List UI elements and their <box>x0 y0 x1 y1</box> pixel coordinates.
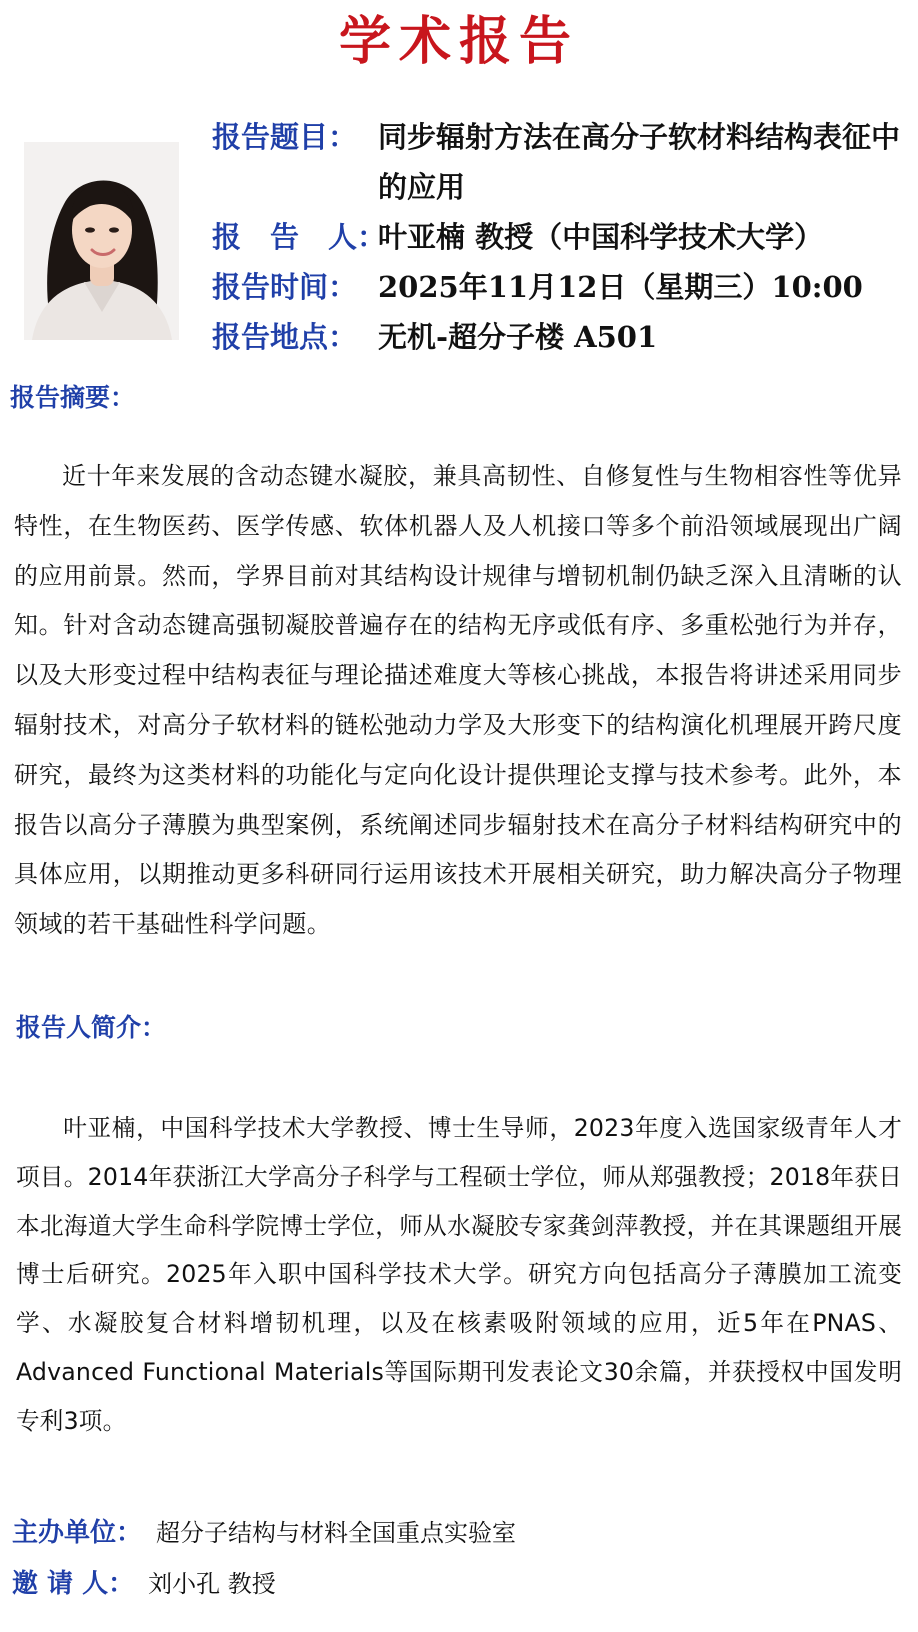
speaker-portrait-icon <box>24 142 179 340</box>
abstract-heading: 报告摘要： <box>10 383 136 412</box>
speaker-label: 报 告 人： <box>212 220 387 254</box>
bio-heading: 报告人简介： <box>16 1013 167 1042</box>
info-row-speaker <box>212 212 902 262</box>
info-row-topic <box>212 112 902 212</box>
organizer-label: 主办单位： <box>12 1518 143 1548</box>
inviter-value: 刘小孔 教授 <box>148 1570 276 1598</box>
time-value: 2025年11月12日（星期三）10:00 <box>378 270 863 304</box>
topic-label: 报告题目： <box>212 120 358 154</box>
inviter-label: 邀 请 人： <box>12 1569 135 1599</box>
talk-info <box>212 112 902 362</box>
info-row-time <box>212 262 902 312</box>
poster-title: 学术报告 <box>338 11 579 72</box>
time-label: 报告时间： <box>212 270 358 304</box>
organizer-value: 超分子结构与材料全国重点实验室 <box>156 1519 517 1547</box>
location-label: 报告地点： <box>212 320 358 354</box>
bio-text: 叶亚楠，中国科学技术大学教授、博士生导师，2023年度入选国家级青年人才项目。2014年获浙江大学高分子科学与工程硕士学位，师从郑强教授；2018年获日本北海道大学生命科学院博士学位，师从水凝胶专家龚剑萍教授，并在其课题组开展博士后研究。2025年入职中国科学技术大学。研究方向包括高分子薄膜加工流变学、水凝胶复合材料增韧机理，以及在核素吸附领域的应用，近5年在PNAS、Advanced Functional Materials等国际期刊发表论文30余篇，并获授权中国发明专利3项。 <box>16 1114 902 1435</box>
organizer-row <box>12 1512 516 1549</box>
topic-value: 同步辐射方法在高分子软材料结构表征中的应用 <box>378 120 901 204</box>
location-value: 无机-超分子楼 A501 <box>378 320 658 354</box>
speaker-value: 叶亚楠 教授（中国科学技术大学） <box>378 220 824 254</box>
info-row-location <box>212 312 902 362</box>
speaker-photo <box>24 142 179 340</box>
inviter-row <box>12 1563 276 1600</box>
abstract-text: 近十年来发展的含动态键水凝胶，兼具高韧性、自修复性与生物相容性等优异特性，在生物医药、医学传感、软体机器人及人机接口等多个前沿领域展现出广阔的应用前景。然而，学界目前对其结构设计规律与增韧机制仍缺乏深入且清晰的认知。针对含动态键高强韧凝胶普遍存在的结构无序或低有序、多重松弛行为并存，以及大形变过程中结构表征与理论描述难度大等核心挑战，本报告将讲述采用同步辐射技术，对高分子软材料的链松弛动力学及大形变下的结构演化机理展开跨尺度研究，最终为这类材料的功能化与定向化设计提供理论支撑与技术参考。此外，本报告以高分子薄膜为典型案例，系统阐述同步辐射技术在高分子材料结构研究中的具体应用，以期推动更多科研同行运用该技术开展相关研究，助力解决高分子物理领域的若干基础性科学问题。 <box>14 462 902 939</box>
